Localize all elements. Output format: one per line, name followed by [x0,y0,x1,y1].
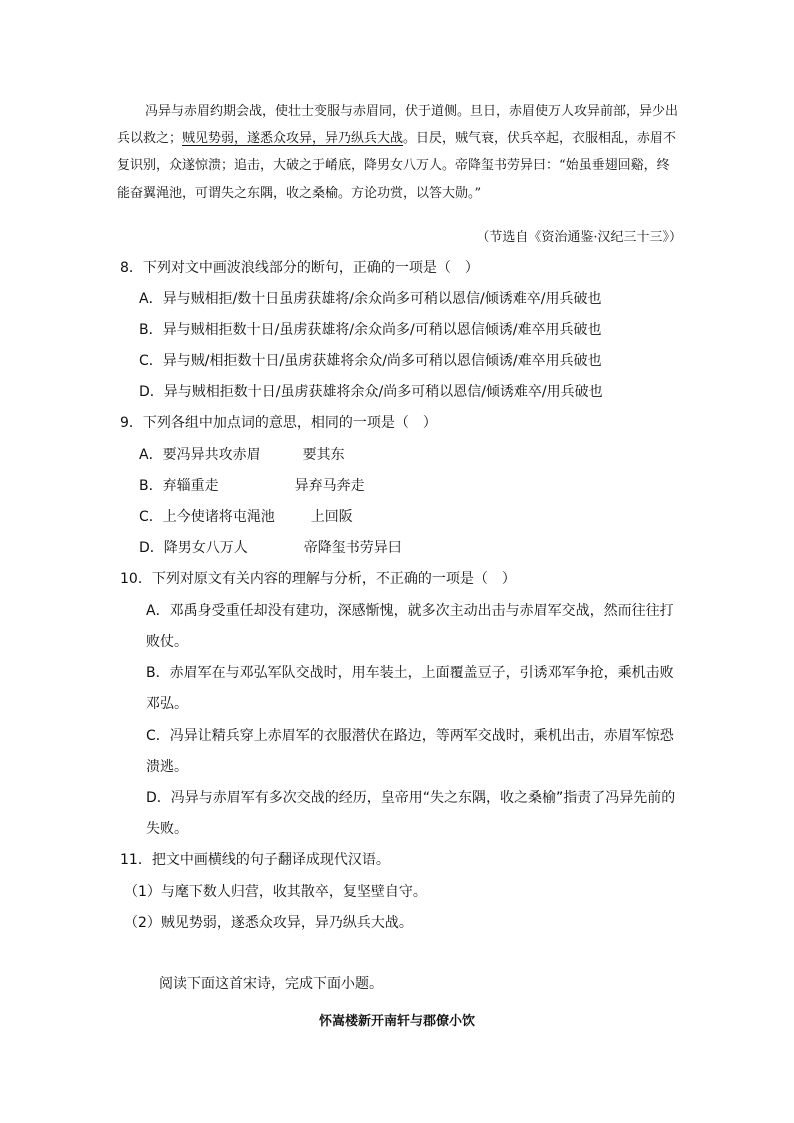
option-left-text: C．上今使诸将屯渑池 [139,509,275,525]
question-9-option-b [139,476,365,496]
option-left-text: D．降男女八万人 [139,540,248,556]
question-8-stem: 8．下列对文中画波浪线部分的断句，正确的一项是（ ） [120,260,479,276]
poem-title: 怀嵩楼新开南轩与郡僚小饮 [318,1014,475,1029]
question-11-item-1: （1）与麾下数人归营，收其散卒，复坚壁自守。 [124,884,427,900]
question-9-option-a [139,445,345,465]
option-right-text: 异弃马奔走 [294,478,365,494]
option-right-text: 上回阪 [310,509,353,525]
question-11-stem: 11．把文中画横线的句子翻译成现代汉语。 [120,852,390,868]
passage-paragraph [117,98,682,207]
question-10-option-a-cont: 败仗。 [146,634,188,650]
question-9-option-d [139,538,402,558]
option-left-text: B．弃辎重走 [139,478,219,494]
question-10-stem: 10．下列对原文有关内容的理解与分析，不正确的一项是（ ） [120,571,516,587]
question-8-option-c: C．异与贼/相拒数十日/虽虏获雄将余众/尚多可稍以恩信倾诱/难卒用兵破也 [139,353,602,369]
option-right-text: 帝降玺书劳异曰 [303,540,402,556]
option-left-text: A．要冯异共攻赤眉 [139,447,261,463]
question-8-option-d: D．异与贼相拒数十日/虽虏获雄将余众/尚多可稍以恩信/倾诱难卒/用兵破也 [139,384,603,400]
passage-underlined-sentence: 贼见势弱，遂悉众攻异，异乃纵兵大战 [182,131,404,147]
question-10-option-c: C．冯异让精兵穿上赤眉军的衣服潜伏在路边，等两军交战时，乘机出击，赤眉军惊恐 [146,728,674,744]
question-10-option-c-cont: 溃逃。 [146,759,188,775]
question-10-option-a: A．邓禹身受重任却没有建功，深感惭愧，就多次主动出击与赤眉军交战，然而往往打 [146,603,674,619]
question-10-option-d-cont: 失败。 [146,821,188,837]
question-9-option-c [139,507,353,527]
passage-source: （节选自《资治通鉴·汉纪三十三》） [476,230,682,245]
question-8-option-b: B．异与贼相拒数十日/虽虏获雄将/余众尚多/可稍以恩信倾诱/难卒用兵破也 [139,322,602,338]
question-9-stem: 9．下列各组中加点词的意思，相同的一项是（ ） [120,415,437,431]
question-10-option-d: D．冯异与赤眉军有多次交战的经历，皇帝用“失之东隅，收之桑榆”指责了冯异先前的 [146,790,676,806]
classical-passage [117,98,682,207]
option-right-text: 要其东 [302,447,345,463]
question-10-option-b-cont: 邓弘。 [146,696,188,712]
poem-intro: 阅读下面这首宋诗，完成下面小题。 [159,976,383,992]
question-8-option-a: A．异与贼相拒/数十日虽虏获雄将/余众尚多可稍以恩信/倾诱难卒/用兵破也 [139,291,602,307]
passage-text-pre: 冯异与赤眉约期会战，使壮士变服与赤眉同，伏于道侧。旦日，赤眉使万人攻异前部，异少出兵以救之； [117,104,679,147]
passage-text-post: 。日昃，贼气衰，伏兵卒起，衣服相乱，赤眉不复识别，众遂惊溃；追击，大破之于崤底，降男女八万人。帝降玺书劳异曰：“始虽垂翅回谿，终能奋翼渑池，可谓失之东隅，收之桑榆。方论功赏，以答大勋。” [117,131,677,201]
question-10-option-b: B．赤眉军在与邓弘军队交战时，用车装土，上面覆盖豆子，引诱邓军争抢，乘机击败 [146,665,674,681]
question-11-item-2: （2）贼见势弱，遂悉众攻异，异乃纵兵大战。 [124,915,413,931]
